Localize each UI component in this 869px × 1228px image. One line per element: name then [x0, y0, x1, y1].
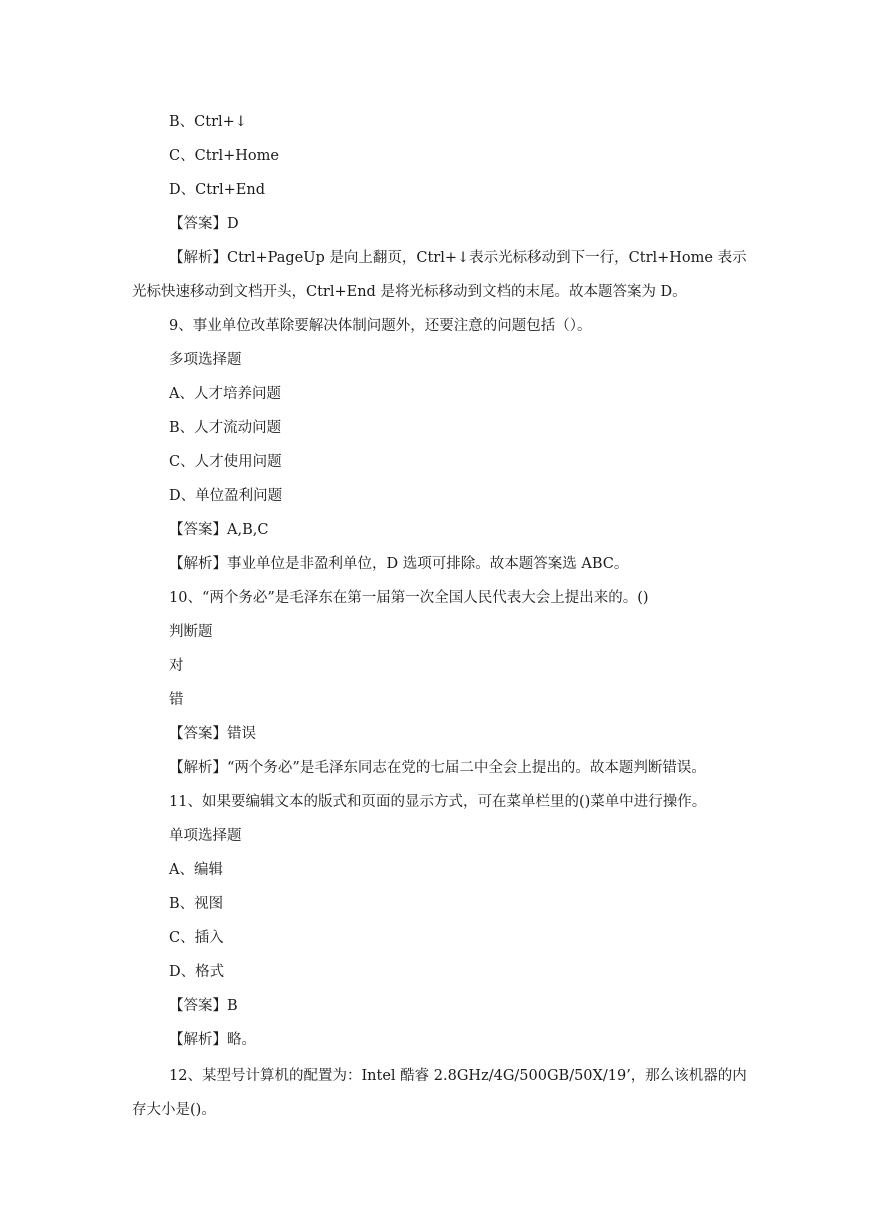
answer-q8: 【答案】D [169, 216, 239, 232]
q11-option-c: C、插入 [169, 930, 224, 946]
analysis-q10: 【解析】“两个务必”是毛泽东同志在党的七届二中全会上提出的。故本题判断错误。 [169, 760, 706, 776]
q9-option-a: A、人才培养问题 [169, 386, 281, 402]
question-11: 11、如果要编辑文本的版式和页面的显示方式，可在菜单栏里的()菜单中进行操作。 [169, 794, 707, 810]
question-9: 9、事业单位改革除要解决体制问题外，还要注意的问题包括（）。 [169, 318, 592, 334]
option-d-ctrl-end: D、Ctrl+End [169, 182, 265, 198]
question-11-type: 单项选择题 [169, 828, 242, 844]
option-c-ctrl-home: C、Ctrl+Home [169, 148, 279, 164]
q10-option-true: 对 [169, 658, 184, 674]
q10-option-false: 错 [169, 692, 184, 708]
answer-q11: 【答案】B [169, 998, 238, 1014]
answer-q10: 【答案】错误 [169, 726, 256, 742]
analysis-q8-line1: 【解析】Ctrl+PageUp 是向上翻页，Ctrl+↓表示光标移动到下一行，Ctrl+Home 表示 [169, 250, 747, 266]
q9-option-c: C、人才使用问题 [169, 454, 282, 470]
question-12-line1: 12、某型号计算机的配置为：Intel 酷睿 2.8GHz/4G/500GB/50X/19’，那么该机器的内 [169, 1068, 747, 1084]
q11-option-b: B、视图 [169, 896, 224, 912]
analysis-q11: 【解析】略。 [169, 1032, 256, 1048]
question-12-line2: 存大小是()。 [132, 1102, 216, 1118]
analysis-q9: 【解析】事业单位是非盈利单位，D 选项可排除。故本题答案选 ABC。 [169, 556, 629, 572]
q9-option-b: B、人才流动问题 [169, 420, 282, 436]
question-9-type: 多项选择题 [169, 352, 242, 368]
q11-option-d: D、格式 [169, 964, 225, 980]
option-b-ctrl-down: B、Ctrl+↓ [169, 114, 247, 130]
q11-option-a: A、编辑 [169, 862, 223, 878]
question-10-type: 判断题 [169, 624, 213, 640]
question-10: 10、“两个务必”是毛泽东在第一届第一次全国人民代表大会上提出来的。() [169, 590, 649, 606]
q9-option-d: D、单位盈利问题 [169, 488, 283, 504]
analysis-q8-line2: 光标快速移动到文档开头，Ctrl+End 是将光标移动到文档的末尾。故本题答案为 D。 [132, 284, 687, 300]
answer-q9: 【答案】A,B,C [169, 522, 269, 538]
